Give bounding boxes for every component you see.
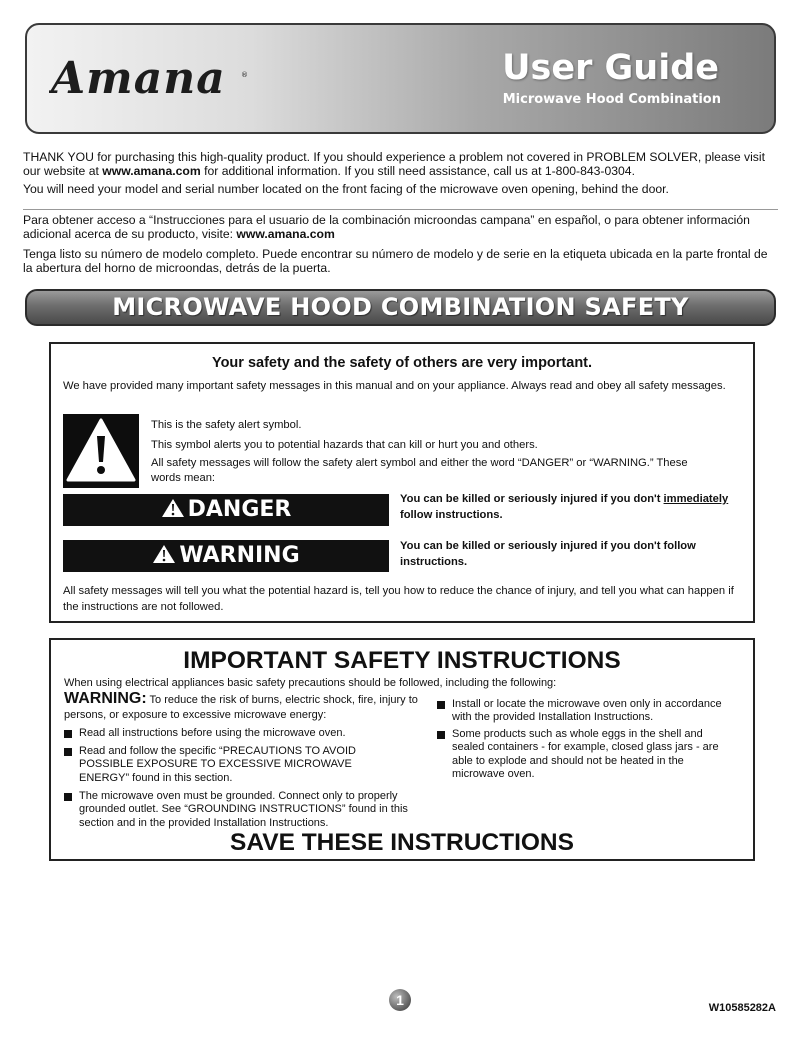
isi-warning: WARNING: To reduce the risk of burns, electric shock, fire, injury to persons, or exposure to excessive microwave energy: (64, 690, 418, 721)
website-link[interactable]: www.amana.com (102, 163, 201, 178)
intro-model-serial: You will need your model and serial number located on the front facing of the microwave oven opening, behind the door. (23, 182, 669, 196)
safety-box (49, 342, 755, 623)
page-number: 1 (389, 989, 411, 1011)
alert-triangle-icon (161, 498, 185, 518)
intro-thank-you: THANK YOU for purchasing this high-quality product. If you should experience a problem not covered in PROBLEM SOLVER, please visit our website at www.amana.com for additional information. If you still need assistance, call us at 1-800-843-0304. (23, 150, 765, 178)
alert-triangle-icon (152, 544, 176, 564)
list-item: Some products such as whole eggs in the shell and sealed containers - for example, closed glass jars - are able to explode and should not be heated in the microwave oven. (437, 728, 732, 781)
danger-label: DANGER (63, 494, 389, 526)
header-banner (25, 23, 776, 134)
svg-text:®: ® (241, 71, 248, 79)
symbol-line-1: This is the safety alert symbol. (151, 419, 302, 431)
warning-description: You can be killed or seriously injured if you don't follow instructions. (400, 540, 696, 568)
safety-footer: All safety messages will tell you what the potential hazard is, tell you how to reduce the chance of injury, and tell you what can happen if the instructions are not followed. (63, 585, 734, 613)
symbol-line-3: All safety messages will follow the safety alert symbol and either the word “DANGER” or “WARNING.” These words mean: (151, 457, 688, 484)
svg-text:Amana: Amana (51, 53, 226, 104)
danger-description: You can be killed or seriously injured if you don't immediately follow instructions. (400, 493, 729, 521)
warning-label: WARNING (63, 540, 389, 572)
warning-triangle-icon (63, 414, 139, 488)
intro-spanish: Para obtener acceso a “Instrucciones para el usuario de la combinación microondas campana” en español, o para obtener información adicional acerca de su producto, visite: www.amana.com (23, 213, 750, 241)
guide-subtitle: Microwave Hood Combination (502, 92, 721, 107)
list-item: The microwave oven must be grounded. Connect only to properly grounded outlet. See “GROUNDING INSTRUCTIONS” found in this section and in the provided Installation Instructions. (64, 790, 429, 830)
save-instructions: SAVE THESE INSTRUCTIONS (230, 829, 574, 856)
safety-intro: We have provided many important safety messages in this manual and on your appliance. Always read and obey all safety messages. (63, 380, 726, 392)
intro-spanish-model: Tenga listo su número de modelo completo. Puede encontrar su número de modelo y de serie en la etiqueta ubicada en la parte frontal de la abertura del horno de microondas, detrás de la puerta. (23, 247, 768, 275)
symbol-line-2: This symbol alerts you to potential hazards that can kill or hurt you and others. (151, 439, 538, 451)
safety-alert-symbol (63, 414, 139, 488)
isi-box (49, 638, 755, 861)
document-code: W10585282A (708, 1002, 776, 1014)
isi-lead: When using electrical appliances basic safety precautions should be followed, including the following: (64, 677, 557, 689)
website-link-es[interactable]: www.amana.com (236, 226, 335, 241)
amana-logo (49, 47, 249, 109)
list-item: Install or locate the microwave oven only in accordance with the provided Installation Instructions. (437, 698, 737, 725)
safety-heading: Your safety and the safety of others are very important. (211, 355, 593, 371)
list-item: Read all instructions before using the microwave oven. (64, 727, 424, 740)
section-banner (25, 289, 776, 326)
section-title: MICROWAVE HOOD COMBINATION SAFETY (112, 293, 689, 321)
list-item: Read and follow the specific “PRECAUTIONS TO AVOID POSSIBLE EXPOSURE TO EXCESSIVE MICROWAVE ENERGY” found in this section. (64, 745, 404, 785)
guide-title: User Guide (502, 48, 719, 88)
isi-title: IMPORTANT SAFETY INSTRUCTIONS (183, 647, 621, 674)
divider (23, 209, 778, 210)
